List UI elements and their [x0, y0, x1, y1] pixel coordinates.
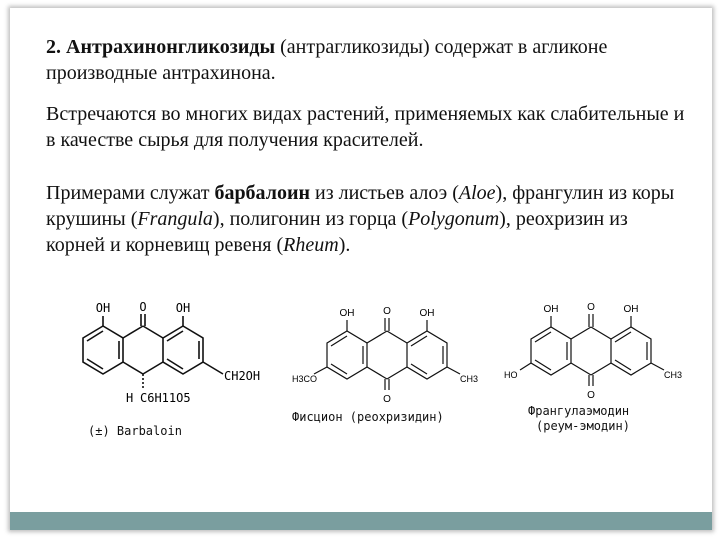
paragraph-1-text: (антрагликозиды) содержат в агликоне производные антрахинона. [46, 36, 608, 84]
frangulaemodin-ho-label: HO [504, 370, 518, 380]
p3-t3: ), франгулин из коры крушины ( [46, 182, 675, 230]
physcion-caption: Фисцион (реохризидин) [292, 410, 444, 424]
barbaloin-glyco-label: C6H11O5 [140, 391, 191, 405]
physcion-structure [292, 298, 492, 408]
p3-t4: ), полигонин из горца ( [212, 208, 409, 230]
frangulaemodin-o-bottom-label: O [587, 390, 595, 401]
barbaloin-oh-right-label: OH [175, 301, 191, 315]
p3-t6: ). [338, 234, 351, 256]
p3-polygonum: Polygonum [408, 208, 500, 230]
frangulaemodin-oh-left-label: OH [543, 304, 559, 315]
p3-barbaloin: барбалоин [214, 182, 311, 204]
paragraph-examples [46, 180, 686, 258]
frangulaemodin-caption-line1: Франгулаэмодин [528, 404, 630, 418]
barbaloin-o-top-label: O [139, 300, 147, 314]
physcion-oh-right-label: OH [419, 308, 435, 319]
physcion-h3co-label: H3CO [292, 374, 318, 384]
barbaloin-caption: (±) Barbaloin [88, 424, 182, 438]
paragraph-occurrence [46, 101, 686, 153]
slide [10, 8, 712, 530]
physcion-o-bottom-label: O [383, 394, 391, 405]
physcion-ch3-label: CH3 [460, 374, 479, 384]
p3-t1: Примерами служат [46, 182, 215, 204]
p3-t5: ), реохризин из корней и корневищ ревеня ( [46, 208, 628, 256]
p3-frangula: Frangula [137, 208, 213, 230]
paragraph-anthraquinone-glycosides [46, 34, 686, 86]
barbaloin-oh-left-label: OH [95, 301, 111, 315]
p3-rheum: Rheum [283, 234, 339, 256]
frangulaemodin-oh-right-label: OH [623, 304, 639, 315]
p3-aloe: Aloe [458, 182, 496, 204]
paragraph-2-text: Встречаются во многих видах растений, применяемых как слабительные и в качестве сырья для получения красителей. [46, 103, 685, 151]
frangulaemodin-ch3-label: CH3 [664, 370, 683, 380]
physcion-oh-left-label: OH [339, 308, 355, 319]
heading-anthraquinone-glycosides: 2. Антрахинонгликозиды [46, 36, 276, 58]
frangulaemodin-structure [496, 294, 696, 404]
footer-bar [10, 512, 712, 530]
barbaloin-ch2oh-label: CH2OH [224, 369, 261, 383]
barbaloin-h-label: H [126, 391, 134, 405]
frangulaemodin-caption-line2: (реум-эмодин) [536, 419, 630, 433]
barbaloin-structure [58, 298, 278, 418]
physcion-o-top-label: O [383, 306, 391, 317]
p3-t2: из листьев алоэ ( [310, 182, 459, 204]
frangulaemodin-o-top-label: O [587, 302, 595, 313]
